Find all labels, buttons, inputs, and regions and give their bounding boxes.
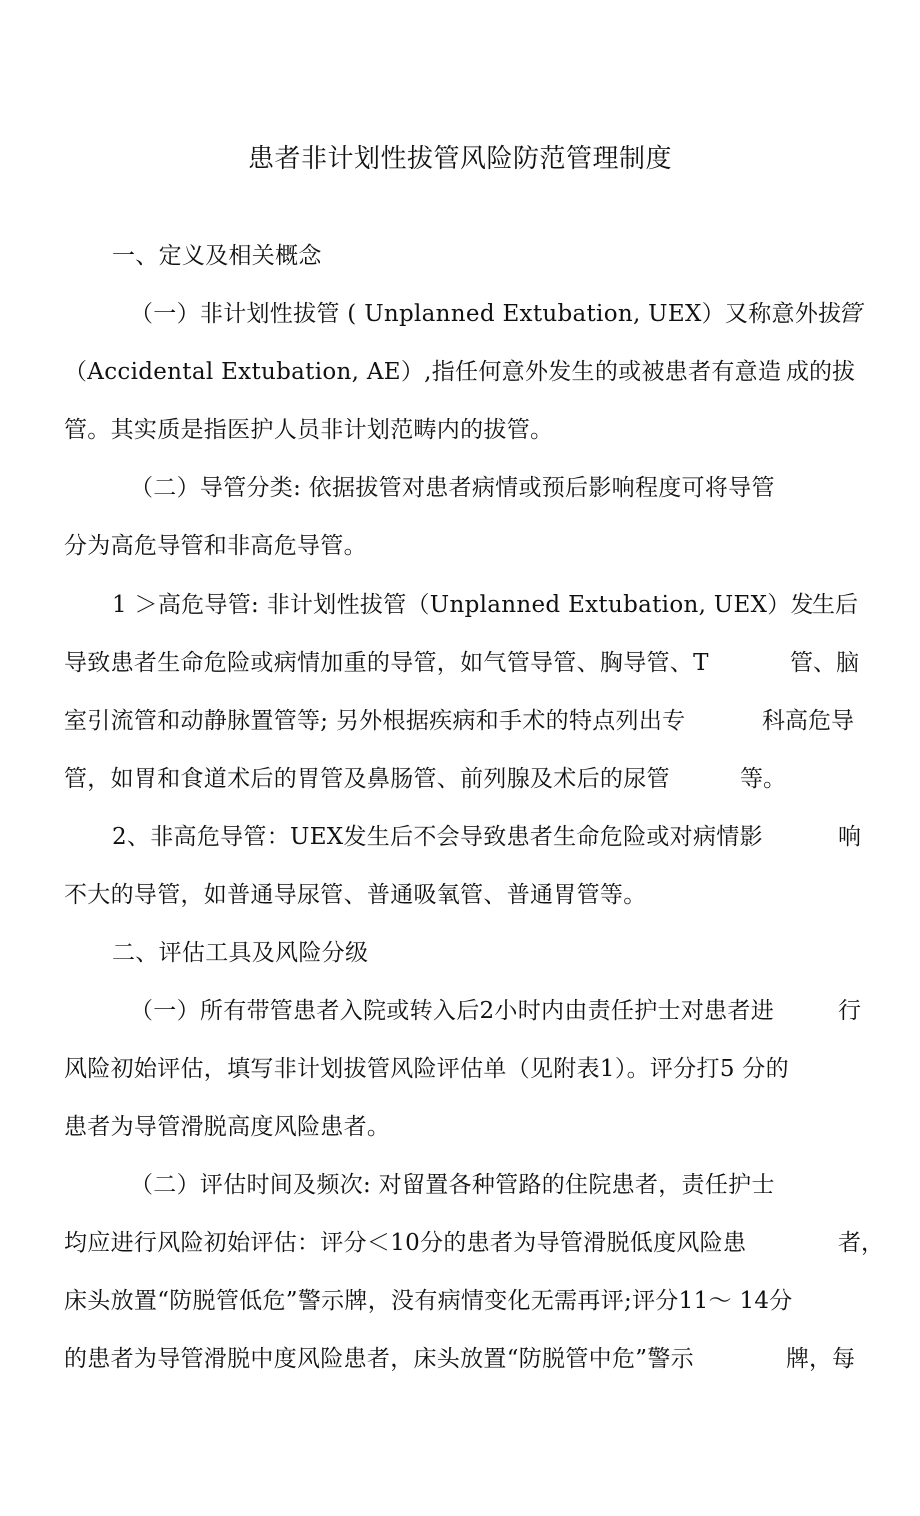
text-line: 分为高危导管和非高危导管。 bbox=[64, 533, 367, 559]
text-line-end: 管 bbox=[838, 301, 861, 327]
text-line: 管，如胃和食道术后的胃管及鼻肠管、前列腺及术后的尿管 bbox=[64, 766, 670, 792]
text-line: 风险初始评估，填写非计划拔管风险评估单（见附表1）。评分打5 分的 bbox=[64, 1056, 789, 1082]
text-line: 室引流管和动静脉置管等; 另外根据疾病和手术的特点列出专 bbox=[64, 708, 686, 734]
text-line: （Accidental Extubation, AE）,指任何意外发生的或被患者有意造 bbox=[64, 359, 782, 385]
text-line: 不大的导管，如普通导尿管、普通吸氧管、普通胃管等。 bbox=[64, 882, 647, 908]
text-line: （二）评估时间及频次: 对留置各种管路的住院患者，责任护士 bbox=[130, 1172, 775, 1198]
text-line-end: 响 bbox=[838, 824, 861, 850]
text-line: 床头放置“防脱管低危”警示牌，没有病情变化无需再评;评分11〜 14分 bbox=[64, 1288, 793, 1314]
text-line: 1 ＞高危导管: 非计划性拔管（Unplanned Extubation, UEX）发 bbox=[112, 592, 814, 618]
text-line-end: 成的拔 bbox=[786, 359, 855, 385]
text-line: （二）导管分类: 依据拔管对患者病情或预后影响程度可将导管 bbox=[130, 475, 775, 501]
text-line: 导致患者生命危险或病情加重的导管，如气管导管、胸导管、T bbox=[64, 650, 709, 676]
text-line-end: 牌，每 bbox=[786, 1346, 855, 1372]
text-line: 的患者为导管滑脱中度风险患者，床头放置“防脱管中危”警示 bbox=[64, 1346, 694, 1372]
text-line: 2、非高危导管：UEX发生后不会导致患者生命危险或对病情影 bbox=[112, 824, 763, 850]
text-line-end: 行 bbox=[838, 998, 861, 1024]
text-line: （一）所有带管患者入院或转入后2小时内由责任护士对患者进 bbox=[130, 998, 775, 1024]
text-line-end: 者， bbox=[838, 1230, 884, 1256]
text-line: 患者为导管滑脱高度风险患者。 bbox=[64, 1114, 391, 1140]
text-line-end: 生后 bbox=[812, 592, 858, 618]
section-heading-1: 一、定义及相关概念 bbox=[112, 243, 322, 269]
text-line: 管。其实质是指医护人员非计划范畴内的拔管。 bbox=[64, 417, 554, 443]
section-heading-2: 二、评估工具及风险分级 bbox=[112, 940, 369, 966]
document-title: 患者非计划性拔管风险防范管理制度 bbox=[247, 144, 672, 174]
text-line-end: 科高危导 bbox=[762, 708, 854, 734]
text-line: 均应进行风险初始评估：评分＜10分的患者为导管滑脱低度风险患 bbox=[64, 1230, 747, 1256]
text-line: （一）非计划性拔管 ( Unplanned Extubation, UEX）又称意外拔 bbox=[130, 301, 842, 327]
text-line-end: 等。 bbox=[740, 766, 786, 792]
text-line-end: 管、脑 bbox=[790, 650, 859, 676]
